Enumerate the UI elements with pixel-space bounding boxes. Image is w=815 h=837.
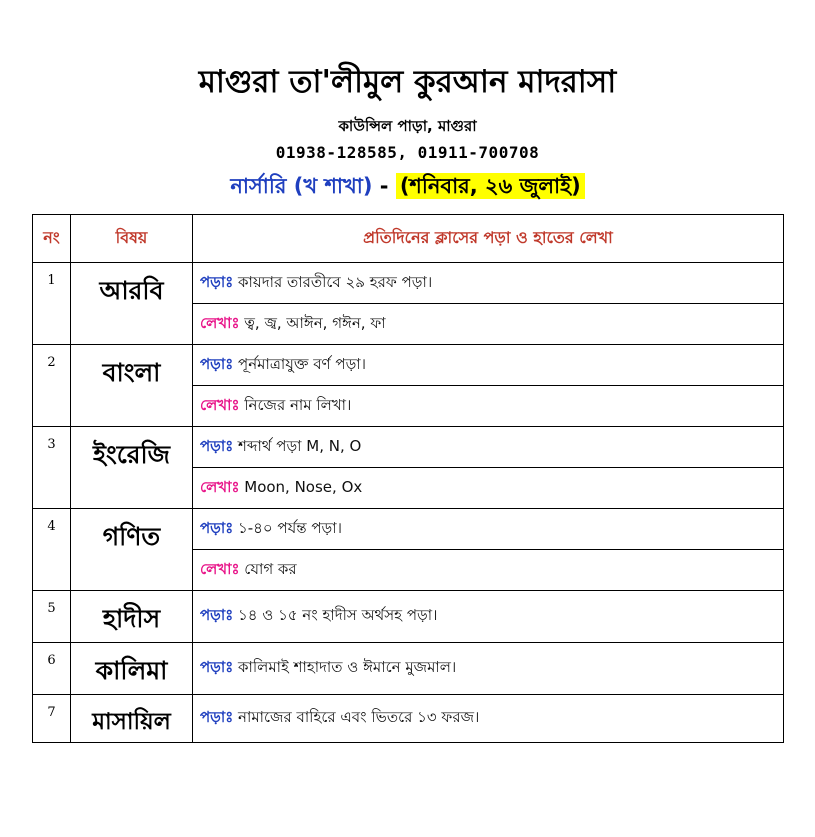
write-label: লেখাঃ [200, 477, 240, 496]
write-task [193, 550, 784, 591]
table-row [33, 263, 784, 304]
read-text: কালিমাই শাহাদাত ও ঈমানে মুজমাল। [238, 658, 457, 676]
row-number: 6 [33, 643, 71, 695]
read-task [193, 695, 784, 743]
write-label: লেখাঃ [200, 313, 240, 332]
row-number: 2 [33, 345, 71, 427]
class-line [0, 170, 815, 205]
read-text: ১৪ ও ১৫ নং হাদীস অর্থসহ পড়া। [238, 606, 438, 624]
read-label: পড়াঃ [200, 272, 234, 291]
phone-numbers: 01938-128585, 01911-700708 [275, 143, 540, 162]
read-text: ১-৪০ পর্যন্ত পড়া। [238, 518, 342, 537]
subject-name: আরবি [71, 263, 193, 345]
read-label: পড়াঃ [200, 518, 234, 537]
read-label: পড়াঃ [200, 354, 234, 373]
write-text: নিজের নাম লিখা। [244, 395, 352, 414]
read-text: শব্দার্থ পড়া M, N, O [238, 436, 362, 455]
write-label: লেখাঃ [200, 559, 240, 578]
col-header-subject: বিষয় [71, 215, 193, 263]
subject-name: ইংরেজি [71, 427, 193, 509]
read-text: পূর্নমাত্রাযুক্ত বর্ণ পড়া। [238, 354, 366, 373]
table-row [33, 591, 784, 643]
subject-name: হাদীস [71, 591, 193, 643]
school-title: মাগুরা তা'লীমুল কুরআন মাদরাসা [198, 64, 617, 100]
row-number: 4 [33, 509, 71, 591]
routine-table [32, 214, 784, 743]
write-task [193, 468, 784, 509]
read-task [193, 427, 784, 468]
read-label: পড়াঃ [200, 606, 234, 624]
table-row [33, 509, 784, 550]
subject-name: গণিত [71, 509, 193, 591]
class-date-separator: - [379, 174, 389, 198]
row-number: 5 [33, 591, 71, 643]
subject-name: বাংলা [71, 345, 193, 427]
table-row [33, 345, 784, 386]
subject-name: মাসায়িল [71, 695, 193, 743]
table-row [33, 643, 784, 695]
read-task [193, 345, 784, 386]
read-task [193, 591, 784, 643]
class-name: নার্সারি (খ শাখা) [230, 174, 373, 198]
write-text: যোগ কর [244, 559, 297, 578]
school-address: কাউন্সিল পাড়া, মাগুরা [338, 117, 477, 135]
read-label: পড়াঃ [200, 436, 234, 455]
write-task [193, 304, 784, 345]
write-text: ত্ব, জ্ব, আঈন, গঈন, ফা [244, 313, 386, 332]
read-text: নামাজের বাহিরে এবং ভিতরে ১৩ ফরজ। [238, 708, 480, 726]
read-task [193, 263, 784, 304]
write-text: Moon, Nose, Ox [244, 477, 363, 496]
read-task [193, 643, 784, 695]
write-label: লেখাঃ [200, 395, 240, 414]
read-task [193, 509, 784, 550]
table-row [33, 695, 784, 743]
read-text: কায়দার তারতীবে ২৯ হরফ পড়া। [238, 272, 433, 291]
col-header-task: প্রতিদিনের ক্লাসের পড়া ও হাতের লেখা [193, 215, 784, 263]
row-number: 3 [33, 427, 71, 509]
table-row [33, 427, 784, 468]
class-date: (শনিবার, ২৬ জুলাই) [396, 173, 585, 199]
read-label: পড়াঃ [200, 708, 234, 726]
write-task [193, 386, 784, 427]
table-header-row [33, 215, 784, 263]
col-header-number: নং [33, 215, 71, 263]
row-number: 1 [33, 263, 71, 345]
row-number: 7 [33, 695, 71, 743]
read-label: পড়াঃ [200, 658, 234, 676]
subject-name: কালিমা [71, 643, 193, 695]
